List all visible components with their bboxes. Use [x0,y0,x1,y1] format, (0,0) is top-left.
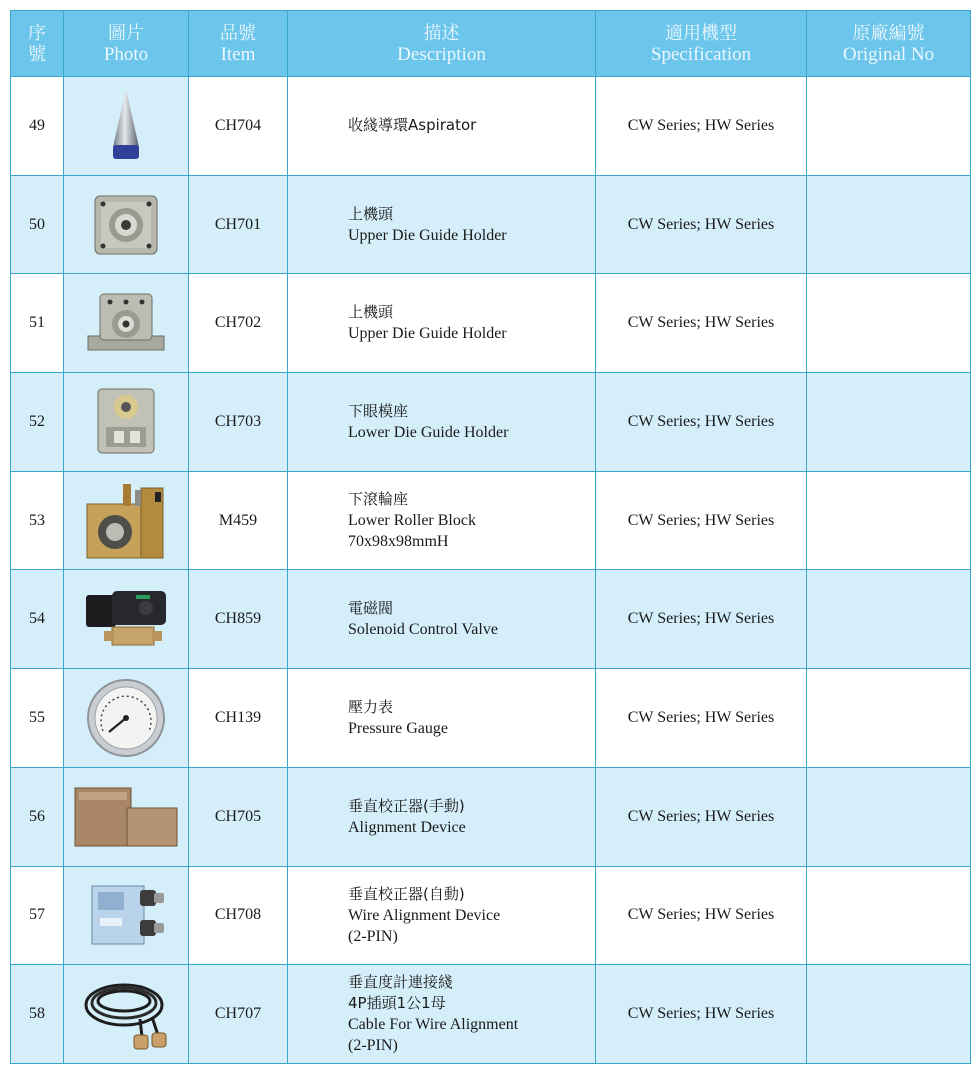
row-number: 58 [11,965,64,1064]
part-photo [64,77,189,176]
original-number [807,77,971,176]
original-number [807,274,971,373]
part-photo [64,767,189,866]
header-original-en: Original No [842,43,935,65]
description-line: 4P插頭1公1母 [348,994,446,1013]
original-number [807,373,971,472]
description [288,669,596,768]
part-photo [64,669,189,768]
header-description [288,11,596,77]
description-line: 垂直校正器(自動) [348,884,465,903]
table-row [11,175,971,274]
table-row [11,669,971,768]
specification: CW Series; HW Series [596,471,807,570]
description-line: Alignment Device [348,818,466,836]
table-row [11,77,971,176]
header-original [807,11,971,77]
part-photo [64,570,189,669]
specification: CW Series; HW Series [596,767,807,866]
table-header [11,11,971,77]
description [288,77,596,176]
specification: CW Series; HW Series [596,274,807,373]
item-code: CH702 [189,274,288,373]
original-number [807,570,971,669]
header-description-zh: 描述 [423,22,460,44]
table-body [11,77,971,1064]
lower-die-holder-icon [92,385,160,459]
description [288,373,596,472]
header-item-en: Item [220,43,256,65]
original-number [807,175,971,274]
description-line: Wire Alignment Device [348,906,501,924]
header-specification-zh: 適用機型 [665,22,737,44]
description-line: 壓力表 [348,697,394,716]
header-photo-zh: 圖片 [108,22,144,44]
header-specification [596,11,807,77]
table-row [11,965,971,1064]
table-row [11,570,971,669]
description-line: 電磁閥 [348,599,394,618]
description [288,175,596,274]
description [288,570,596,669]
row-number: 56 [11,767,64,866]
item-code: CH139 [189,669,288,768]
aspirator-icon [106,87,146,165]
row-number: 55 [11,669,64,768]
part-photo [64,471,189,570]
table-row [11,373,971,472]
description [288,471,596,570]
specification: CW Series; HW Series [596,669,807,768]
description-line: Upper Die Guide Holder [348,226,507,244]
roller-block-icon [83,480,169,562]
alignment-block-icon [71,784,181,850]
item-code: CH705 [189,767,288,866]
original-number [807,471,971,570]
header-specification-en: Specification [650,43,752,65]
specification: CW Series; HW Series [596,77,807,176]
original-number [807,767,971,866]
description-line: (2-PIN) [348,927,398,945]
item-code: M459 [189,471,288,570]
upper-die-holder-icon [91,192,161,258]
description [288,274,596,373]
parts-catalog-page [10,10,970,1064]
description-line: Upper Die Guide Holder [348,325,507,343]
header-photo-en: Photo [103,43,149,65]
specification: CW Series; HW Series [596,570,807,669]
cable-icon [80,975,172,1053]
table-row [11,471,971,570]
row-number: 51 [11,274,64,373]
item-code: CH704 [189,77,288,176]
part-photo [64,274,189,373]
description-line: 上機頭 [348,303,394,322]
item-code: CH701 [189,175,288,274]
description [288,866,596,965]
description [288,965,596,1064]
header-no-zh: 序 號 [28,22,46,65]
header-item [189,11,288,77]
item-code: CH859 [189,570,288,669]
header-item-zh: 品號 [220,22,256,44]
description-line: 收綫導環Aspirator [348,116,477,135]
description-line: Lower Die Guide Holder [348,423,509,441]
description-line: Solenoid Control Valve [348,621,498,639]
specification: CW Series; HW Series [596,373,807,472]
solenoid-valve-icon [82,587,170,651]
upper-die-holder-flange-icon [84,288,168,358]
description-line: Cable For Wire Alignment [348,1016,519,1034]
row-number: 50 [11,175,64,274]
part-photo [64,866,189,965]
table-row [11,274,971,373]
specification: CW Series; HW Series [596,175,807,274]
description-line: 垂直校正器(手動) [348,796,465,815]
description [288,767,596,866]
description-line: 上機頭 [348,204,394,223]
description-line: Lower Roller Block [348,512,476,530]
table-row [11,767,971,866]
row-number: 54 [11,570,64,669]
part-photo [64,965,189,1064]
pressure-gauge-icon [85,677,167,759]
parts-table [10,10,971,1064]
description-line: 下眼模座 [348,401,409,420]
header-no [11,11,64,77]
specification: CW Series; HW Series [596,866,807,965]
header-description-en: Description [397,43,486,65]
row-number: 49 [11,77,64,176]
specification: CW Series; HW Series [596,965,807,1064]
table-row [11,866,971,965]
description-line: 垂直度計連接綫 [348,973,454,992]
description-line: (2-PIN) [348,1037,398,1055]
description-line: Pressure Gauge [348,719,448,737]
item-code: CH708 [189,866,288,965]
row-number: 53 [11,471,64,570]
item-code: CH707 [189,965,288,1064]
header-photo [64,11,189,77]
part-photo [64,373,189,472]
header-original-zh: 原廠編號 [852,22,925,44]
description-line: 70x98x98mmH [348,533,449,551]
original-number [807,965,971,1064]
auto-alignment-device-icon [84,880,168,950]
description-line: 下滾輪座 [348,490,409,509]
row-number: 57 [11,866,64,965]
original-number [807,669,971,768]
part-photo [64,175,189,274]
original-number [807,866,971,965]
item-code: CH703 [189,373,288,472]
row-number: 52 [11,373,64,472]
